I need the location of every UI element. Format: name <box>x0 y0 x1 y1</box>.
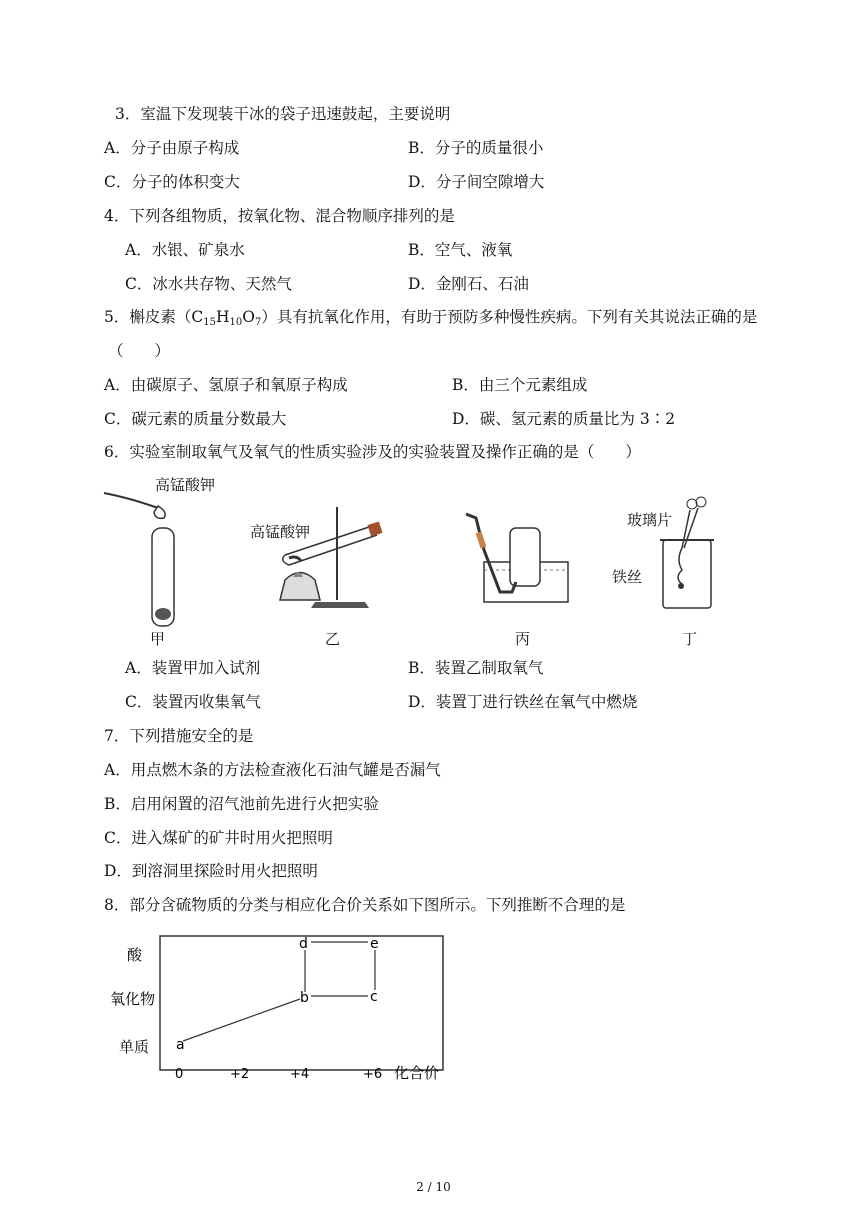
q8-stem: 8．部分含硫物质的分类与相应化合价关系如下图所示。下列推断不合理的是 <box>104 896 626 914</box>
q5-formula-h: H <box>215 308 230 326</box>
q3-option-c: C．分子的体积变大 <box>104 173 240 191</box>
q7-option-c: C．进入煤矿的矿井时用火把照明 <box>104 829 333 847</box>
point-b: b <box>300 990 309 1006</box>
q6-option-d: D．装置丁进行铁丝在氧气中燃烧 <box>408 693 638 711</box>
q4-option-c: C．冰水共存物、天然气 <box>125 275 292 293</box>
q5-formula-o: O <box>242 308 255 326</box>
line-a-b <box>183 999 300 1041</box>
caption-bing: 丙 <box>515 630 531 648</box>
q4-stem: 4．下列各组物质，按氧化物、混合物顺序排列的是 <box>104 207 455 225</box>
q7-stem: 7．下列措施安全的是 <box>104 727 254 745</box>
q4-option-a: A．水银、矿泉水 <box>125 241 245 259</box>
sulfur-valence-diagram <box>100 930 460 1090</box>
point-e: e <box>370 936 379 952</box>
apparatus-ding-figure <box>660 490 720 610</box>
apparatus-bing-figure <box>460 510 580 610</box>
q5-option-a: A．由碳原子、氢原子和氧原子构成 <box>104 376 348 394</box>
q5-sub-7: 7 <box>254 317 262 328</box>
q5-stem-end: ）具有抗氧化作用，有助于预防多种慢性疾病。下列有关其说法正确的是 <box>261 308 758 326</box>
q7-option-a: A．用点燃木条的方法检查液化石油气罐是否漏气 <box>104 761 441 779</box>
q5-option-d: D．碳、氢元素的质量比为 3∶2 <box>452 410 676 428</box>
iron-wire-label: 铁丝 <box>612 568 643 586</box>
yi-reagent-label: 高锰酸钾 <box>250 523 311 541</box>
glass-plate-label: 玻璃片 <box>627 511 673 529</box>
q5-option-c: C．碳元素的质量分数最大 <box>104 410 287 428</box>
caption-yi: 乙 <box>325 630 341 648</box>
q6-option-b: B．装置乙制取氧气 <box>408 659 544 677</box>
q4-option-b: B．空气、液氧 <box>408 241 513 259</box>
q3-option-d: D．分子间空隙增大 <box>408 173 545 191</box>
q5-option-b: B．由三个元素组成 <box>452 376 588 394</box>
caption-ding: 丁 <box>682 630 698 648</box>
q7-option-b: B．启用闲置的沼气池前先进行火把实验 <box>104 795 379 813</box>
x-axis-title: 化合价 <box>394 1064 440 1082</box>
page-number: 2 / 10 <box>416 1180 451 1194</box>
jia-reagent-label: 高锰酸钾 <box>155 476 216 494</box>
q7-option-d: D．到溶洞里探险时用火把照明 <box>104 862 318 880</box>
q6-stem: 6．实验室制取氧气及氧气的性质实验涉及的实验装置及操作正确的是（ ） <box>104 443 641 461</box>
q6-option-c: C．装置丙收集氧气 <box>125 693 261 711</box>
caption-jia: 甲 <box>150 630 166 648</box>
q4-option-d: D．金刚石、石油 <box>408 275 529 293</box>
point-c: c <box>370 989 378 1005</box>
x-tick-4: +4 <box>290 1067 310 1082</box>
q3-option-b: B．分子的质量很小 <box>408 139 544 157</box>
q3-stem: 3．室温下发现装干冰的袋子迅速鼓起，主要说明 <box>115 105 451 123</box>
y-label-element: 单质 <box>119 1038 150 1056</box>
y-label-oxide: 氧化物 <box>110 990 156 1008</box>
q3-option-a: A．分子由原子构成 <box>104 139 240 157</box>
apparatus-jia-figure <box>100 478 200 618</box>
y-label-acid: 酸 <box>127 946 143 964</box>
q5-stem <box>104 307 757 333</box>
x-tick-2: +2 <box>230 1067 250 1082</box>
q6-option-a: A．装置甲加入试剂 <box>125 659 261 677</box>
q5-stem-start: 5．槲皮素（C <box>104 308 204 326</box>
q5-answer-paren: （ ） <box>108 342 171 360</box>
point-a: a <box>176 1037 185 1053</box>
q5-sub-10: 10 <box>229 317 243 328</box>
point-d: d <box>299 936 308 952</box>
x-tick-6: +6 <box>363 1067 383 1082</box>
x-tick-0: 0 <box>175 1067 184 1082</box>
q5-sub-15: 15 <box>203 317 216 328</box>
